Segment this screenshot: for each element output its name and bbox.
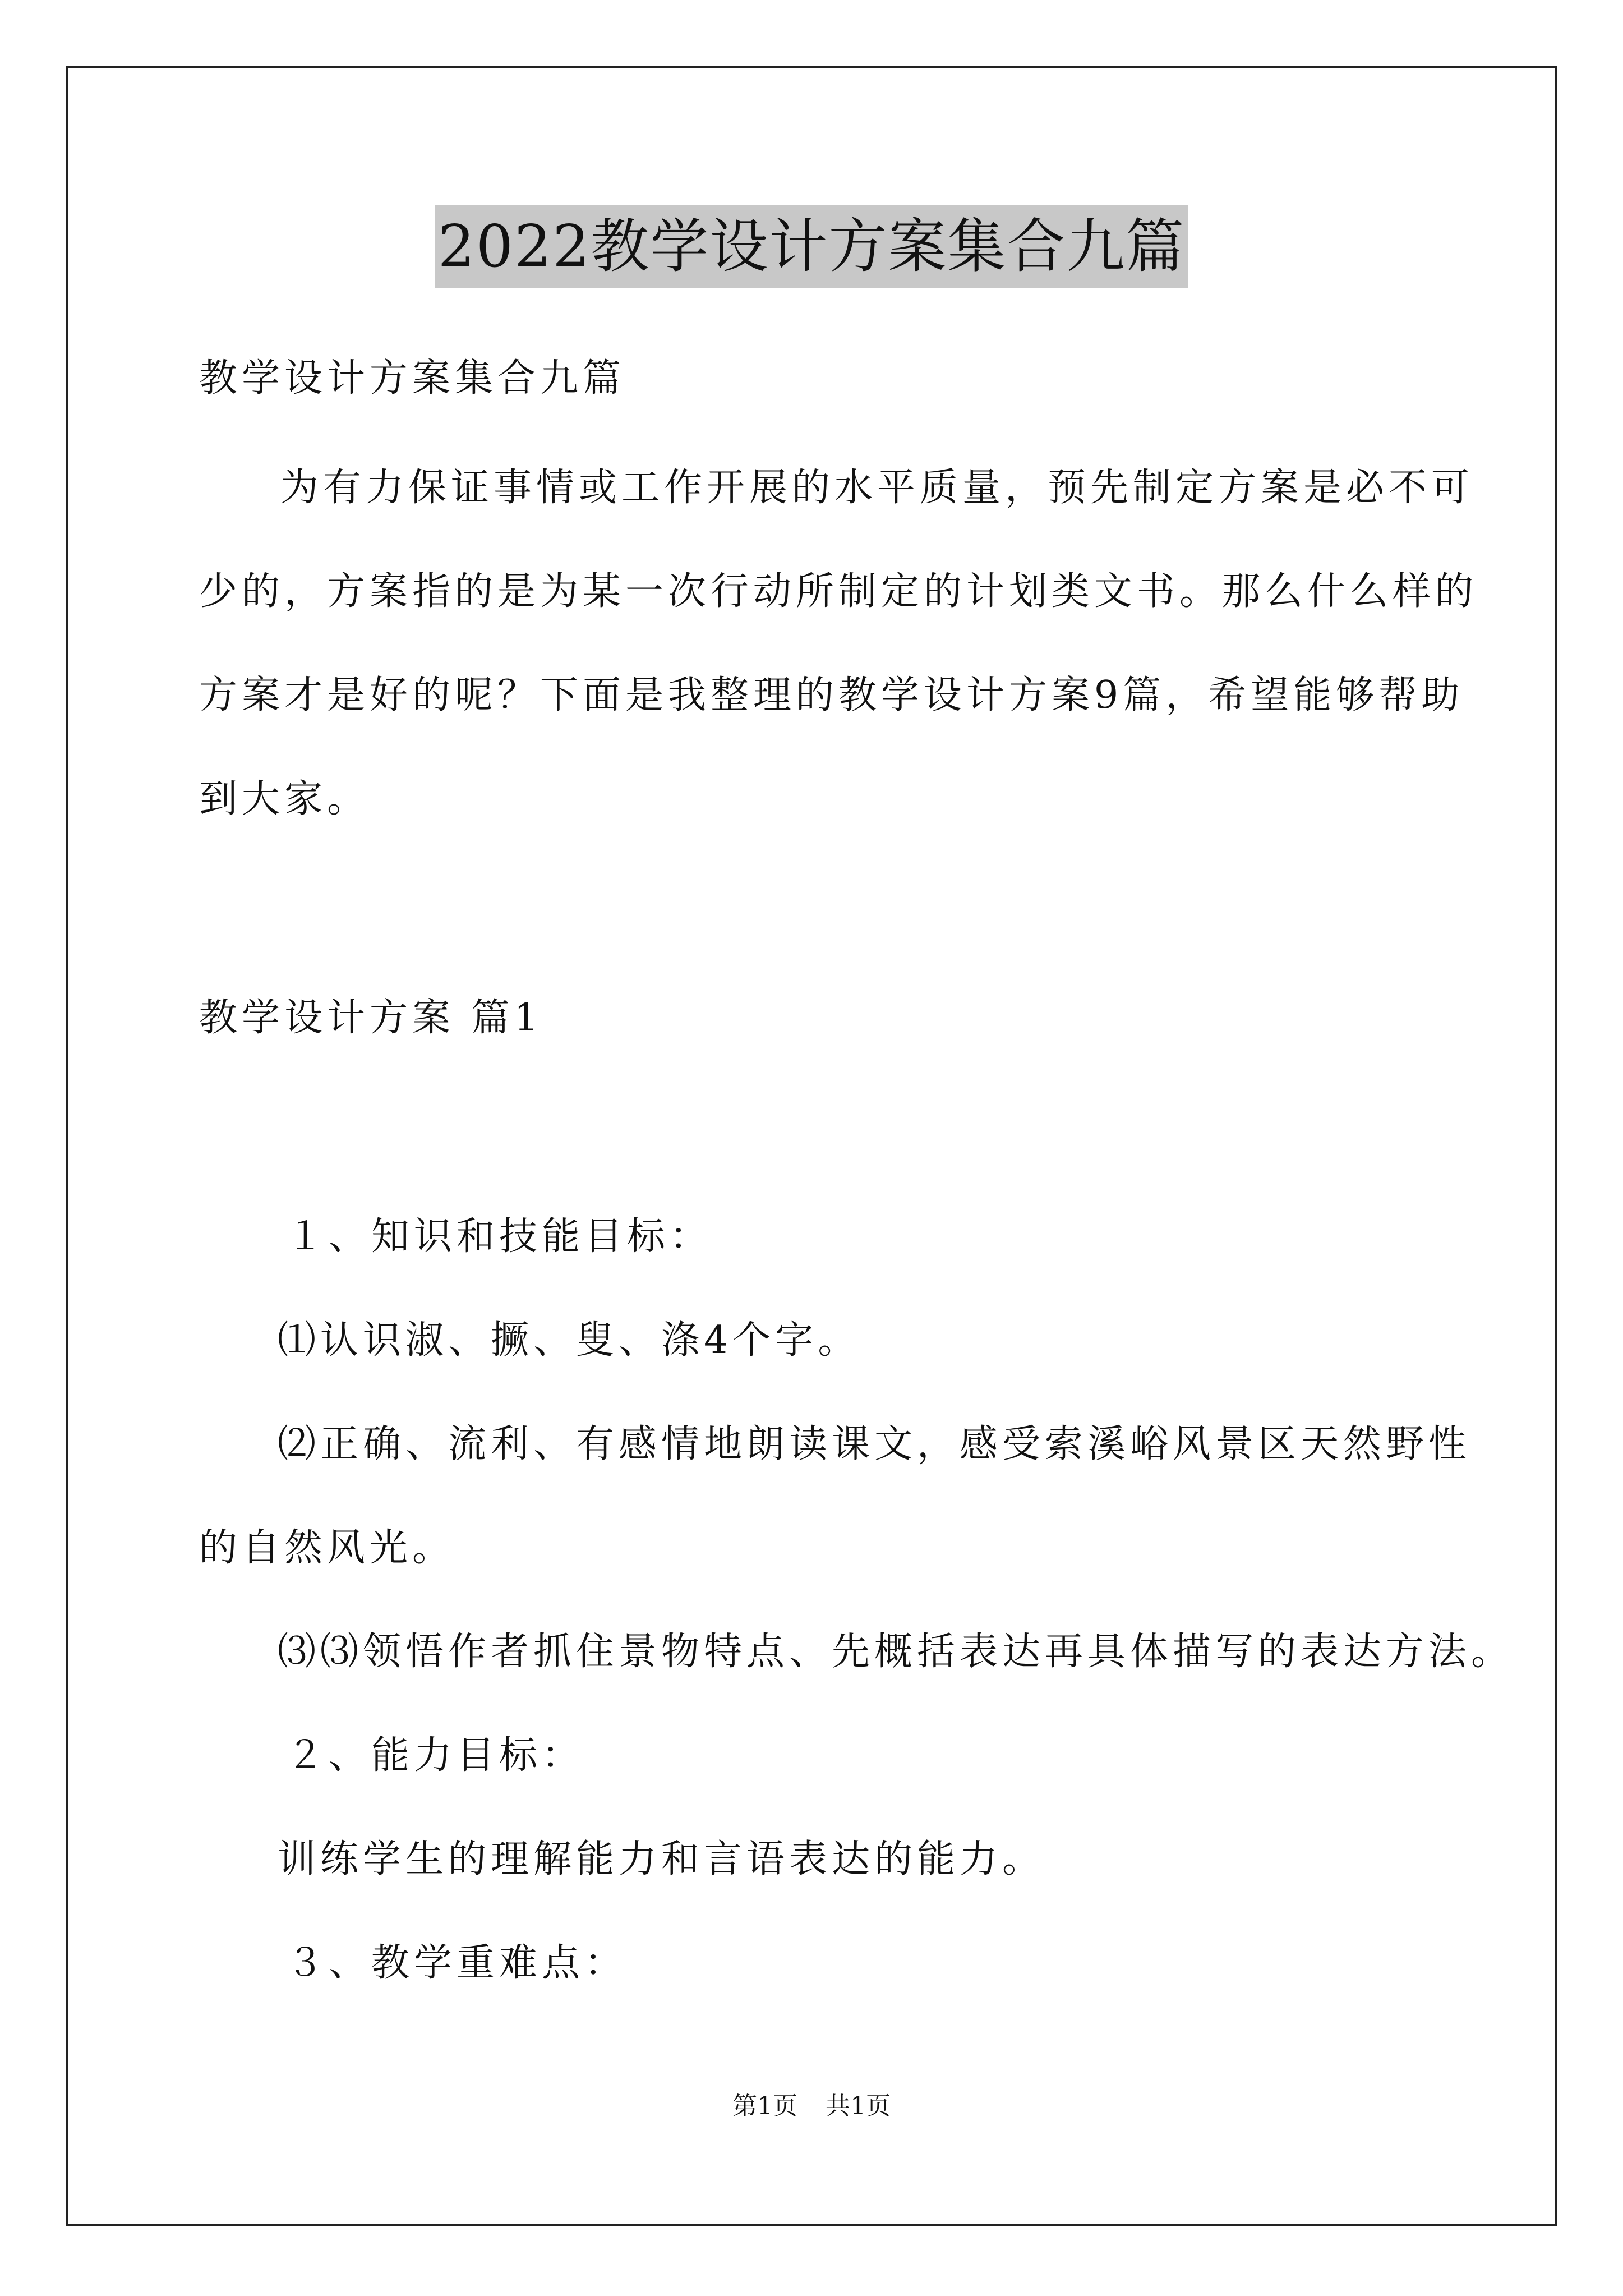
list-item: ⑴认识淑、撅、叟、涤4个字。 — [278, 1318, 861, 1363]
list-item: ⑵正确、流利、有感情地朗读课文，感受索溪峪风景区天然野性 — [278, 1422, 1472, 1466]
paragraph-line: 方案才是好的呢？下面是我整理的教学设计方案9篇，希望能够帮助 — [199, 673, 1464, 717]
list-item: 的自然风光。 — [199, 1526, 455, 1570]
page-number-total: 共1页 — [826, 2092, 891, 2120]
page-footer — [0, 2090, 1623, 2123]
title-container — [0, 205, 1623, 288]
list-item: ３、教学重难点： — [286, 1941, 628, 1985]
document-title: 2022教学设计方案集合九篇 — [435, 205, 1189, 288]
list-item: ２、能力目标： — [286, 1733, 585, 1778]
paragraph-line: 为有力保证事情或工作开展的水平质量，预先制定方案是必不可 — [280, 466, 1474, 510]
section-heading: 教学设计方案 篇1 — [199, 996, 543, 1040]
list-item: 训练学生的理解能力和言语表达的能力。 — [278, 1837, 1045, 1881]
paragraph-line: 少的，方案指的是为某一次行动所制定的计划类文书。那么什么样的 — [199, 569, 1478, 614]
subtitle-line: 教学设计方案集合九篇 — [199, 356, 626, 401]
page-number-current: 第1页 — [732, 2092, 797, 2120]
paragraph-line: 到大家。 — [199, 777, 370, 821]
list-item: ⑶⑶领悟作者抓住景物特点、先概括表达再具体描写的表达方法。 — [278, 1630, 1514, 1674]
list-item: １、知识和技能目标： — [286, 1214, 713, 1259]
